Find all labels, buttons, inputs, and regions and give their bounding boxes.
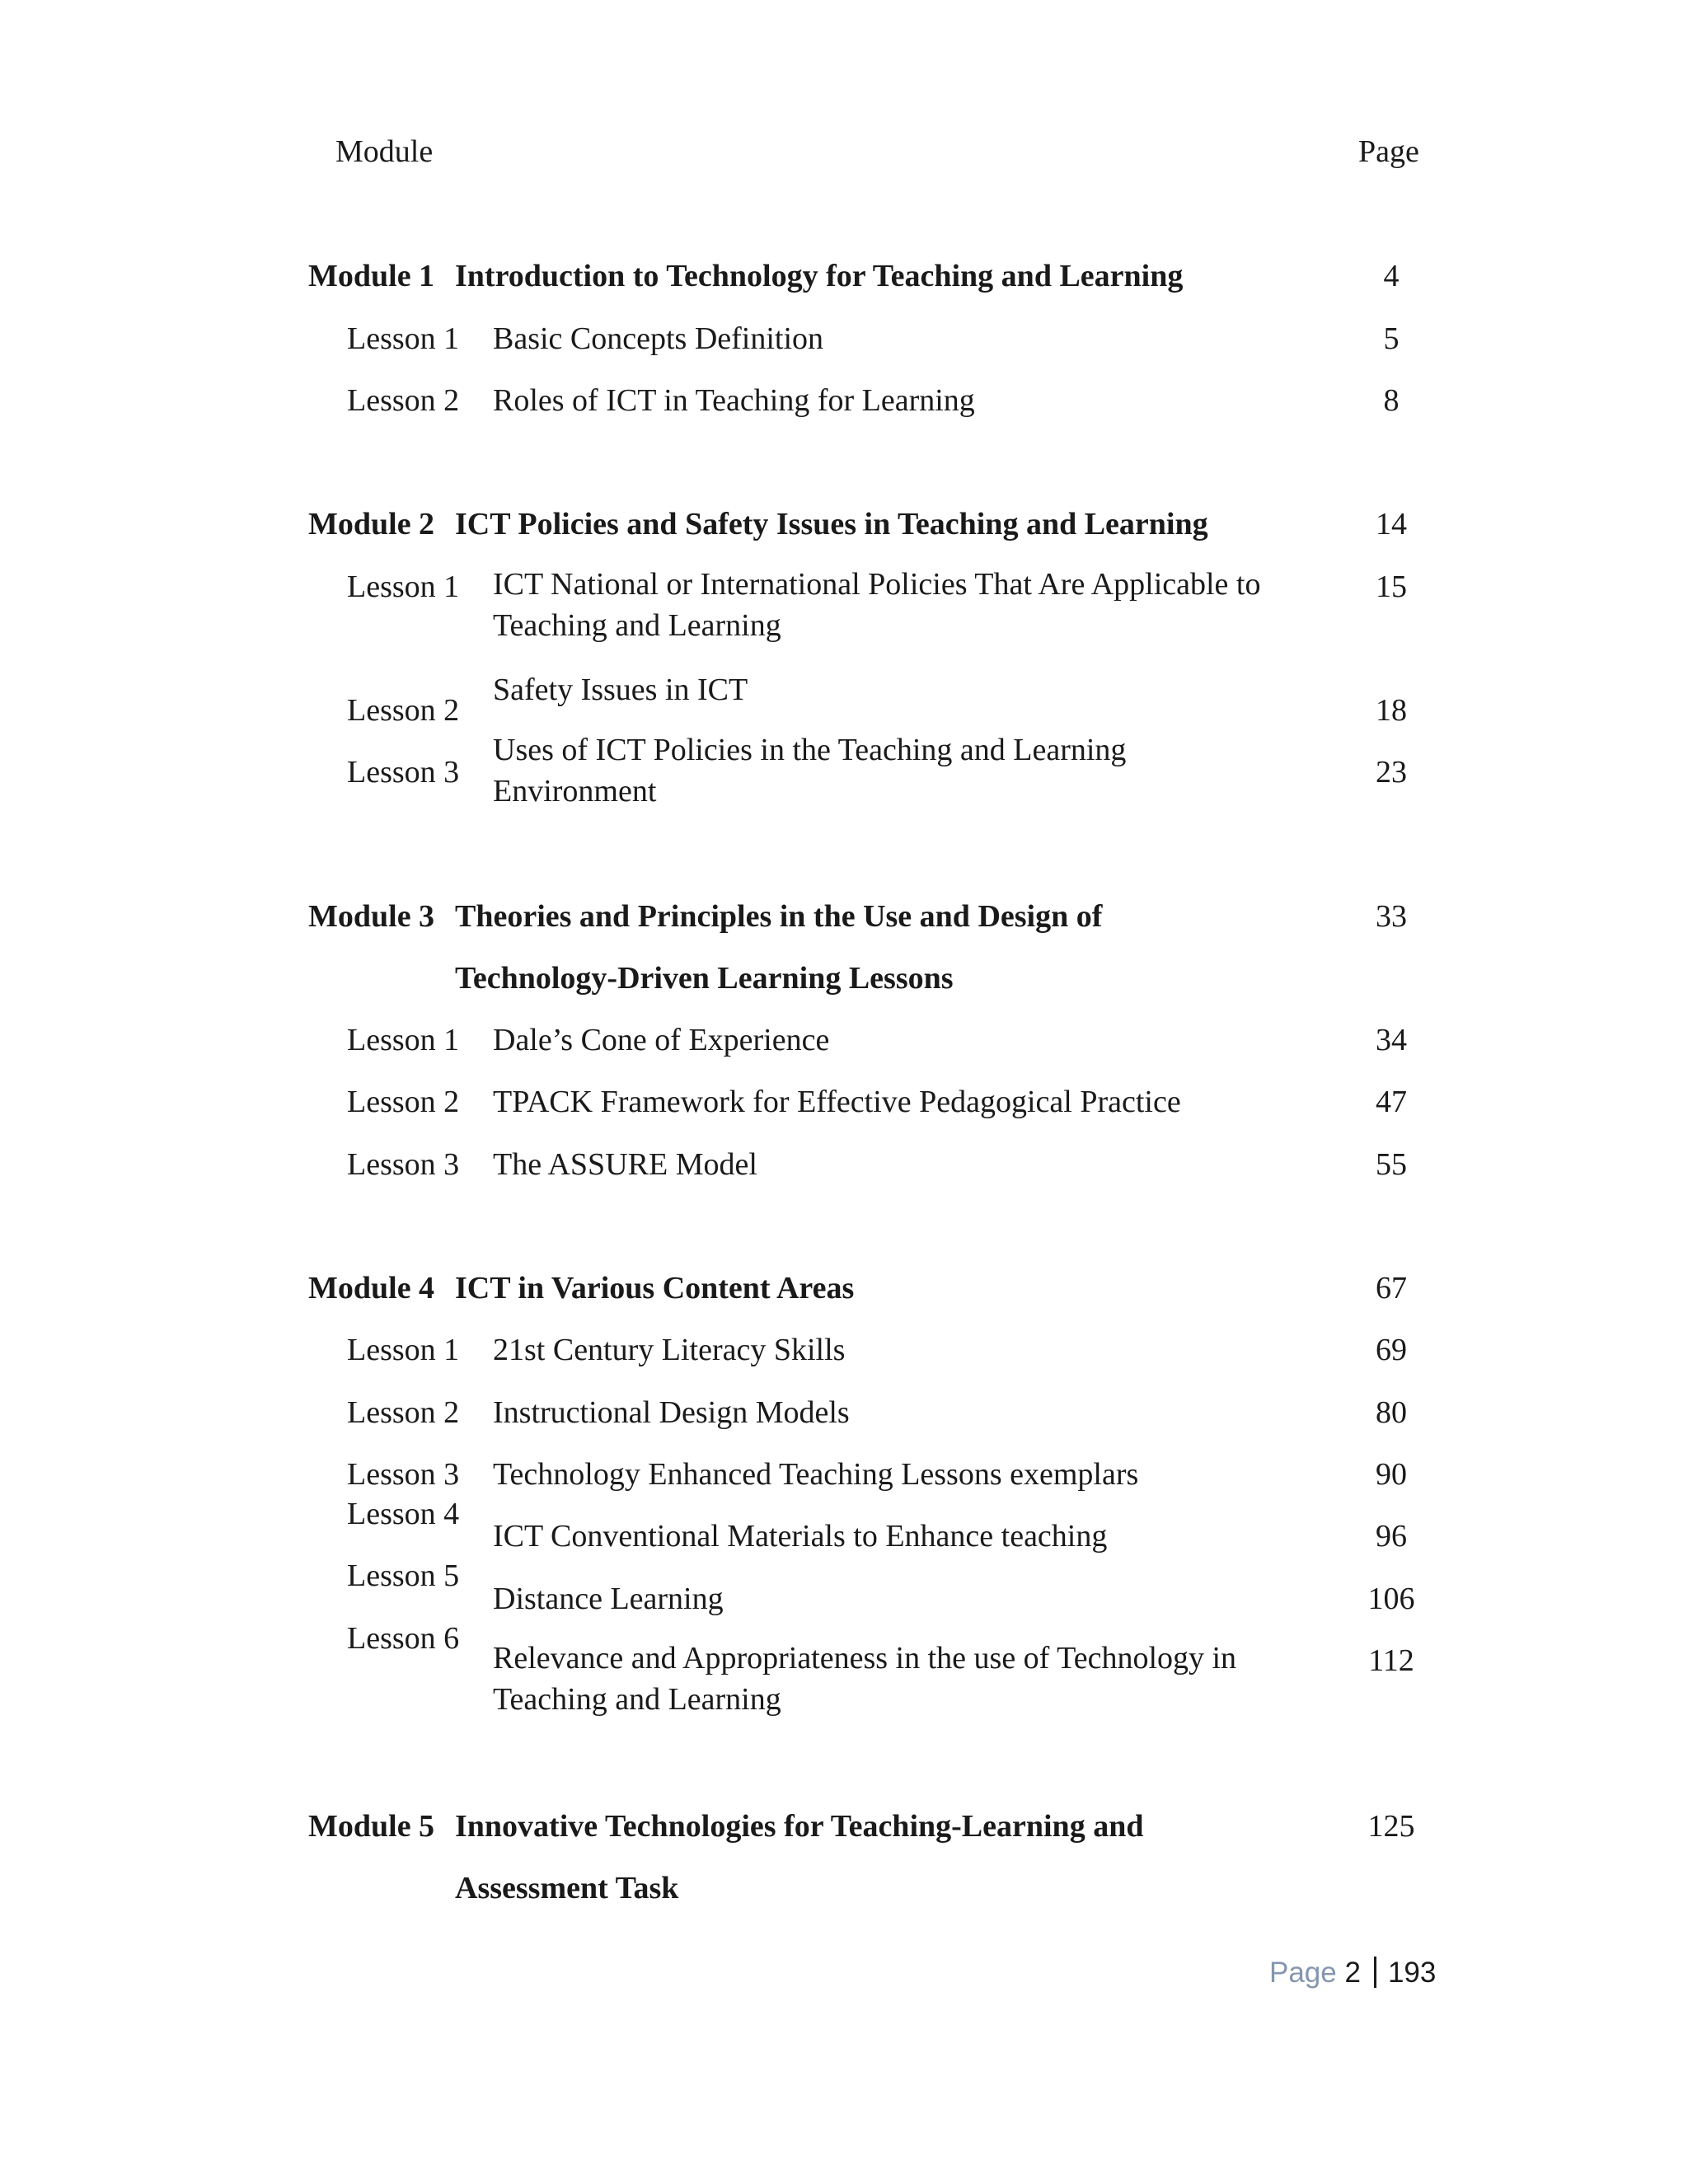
lesson-page-number: 34 [1376, 1023, 1407, 1057]
lesson-title: Relevance and Appropriateness in the use of Technology in Teaching and Learning [493, 1641, 1237, 1717]
lesson-page-number: 8 [1383, 383, 1400, 418]
lesson-label: Lesson 1 [347, 1023, 460, 1057]
lesson-title: ICT Conventional Materials to Enhance teaching [493, 1519, 1108, 1554]
lesson-page-number: 90 [1376, 1457, 1407, 1492]
lesson-page-number: 96 [1376, 1519, 1407, 1554]
lesson-label: Lesson 3 [347, 755, 460, 790]
lesson-title: Basic Concepts Definition [493, 321, 824, 356]
lesson-title: The ASSURE Model [493, 1147, 757, 1182]
module-title: ICT Policies and Safety Issues in Teaching and Learning [455, 507, 1208, 541]
lesson-label: Lesson 2 [347, 1085, 460, 1119]
lesson-label: Lesson 1 [347, 1333, 460, 1367]
lesson-label: Lesson 5 [347, 1558, 460, 1593]
lesson-title: Distance Learning [493, 1582, 724, 1616]
lesson-label: Lesson 3 [347, 1147, 460, 1182]
module-title: Introduction to Technology for Teaching and Learning [455, 259, 1184, 293]
module-title-continued: Assessment Task [455, 1871, 679, 1905]
module-title-continued: Technology-Driven Learning Lessons [455, 961, 954, 996]
lesson-page-number: 47 [1376, 1085, 1407, 1119]
lesson-title: Dale’s Cone of Experience [493, 1023, 830, 1057]
footer-separator [1374, 1957, 1376, 1988]
lesson-label: Lesson 2 [347, 693, 460, 728]
lesson-title: TPACK Framework for Effective Pedagogical Practice [493, 1085, 1181, 1119]
module-label: Module 2 [308, 507, 435, 541]
lesson-page-number: 55 [1376, 1147, 1407, 1182]
column-header-module: Module [335, 134, 434, 169]
lesson-title: 21st Century Literacy Skills [493, 1333, 846, 1367]
lesson-page-number: 112 [1368, 1643, 1414, 1678]
module-page-number: 125 [1367, 1809, 1415, 1844]
module-page-number: 33 [1376, 899, 1407, 934]
lesson-label: Lesson 2 [347, 383, 460, 418]
module-title: Theories and Principles in the Use and Design of [455, 899, 1103, 934]
lesson-page-number: 23 [1376, 755, 1407, 790]
module-label: Module 3 [308, 899, 435, 934]
module-page-number: 67 [1376, 1271, 1407, 1305]
footer-total-pages: 193 [1387, 1957, 1437, 1989]
lesson-page-number: 69 [1376, 1333, 1407, 1367]
lesson-title: Technology Enhanced Teaching Lessons exemplars [493, 1457, 1139, 1492]
footer-current-page: 2 [1344, 1957, 1361, 1989]
lesson-page-number: 15 [1376, 569, 1407, 604]
module-title: ICT in Various Content Areas [455, 1271, 855, 1305]
lesson-title: Roles of ICT in Teaching for Learning [493, 383, 975, 418]
lesson-title: ICT National or International Policies That Are Applicable to Teaching and Learning [493, 567, 1261, 643]
lesson-label: Lesson 2 [347, 1395, 460, 1430]
module-page-number: 14 [1376, 507, 1407, 541]
module-label: Module 1 [308, 259, 435, 293]
lesson-title: Safety Issues in ICT [493, 673, 748, 707]
lesson-page-number: 18 [1376, 693, 1407, 728]
lesson-page-number: 106 [1367, 1582, 1415, 1616]
lesson-title: Uses of ICT Policies in the Teaching and Learning Environment [493, 733, 1127, 808]
lesson-label: Lesson 6 [347, 1621, 460, 1656]
lesson-page-number: 80 [1376, 1395, 1407, 1430]
lesson-label: Lesson 1 [347, 569, 460, 604]
module-label: Module 4 [308, 1271, 435, 1305]
module-title: Innovative Technologies for Teaching-Learning and [455, 1809, 1144, 1844]
page-footer [1269, 1957, 1436, 1990]
lesson-label: Lesson 4 [347, 1497, 460, 1531]
column-header-page: Page [1358, 134, 1419, 169]
lesson-label: Lesson 1 [347, 321, 460, 356]
lesson-page-number: 5 [1383, 321, 1400, 356]
module-page-number: 4 [1383, 259, 1400, 293]
module-label: Module 5 [308, 1809, 435, 1844]
lesson-title: Instructional Design Models [493, 1395, 850, 1430]
footer-page-word: Page [1269, 1957, 1337, 1989]
lesson-label: Lesson 3 [347, 1457, 460, 1492]
